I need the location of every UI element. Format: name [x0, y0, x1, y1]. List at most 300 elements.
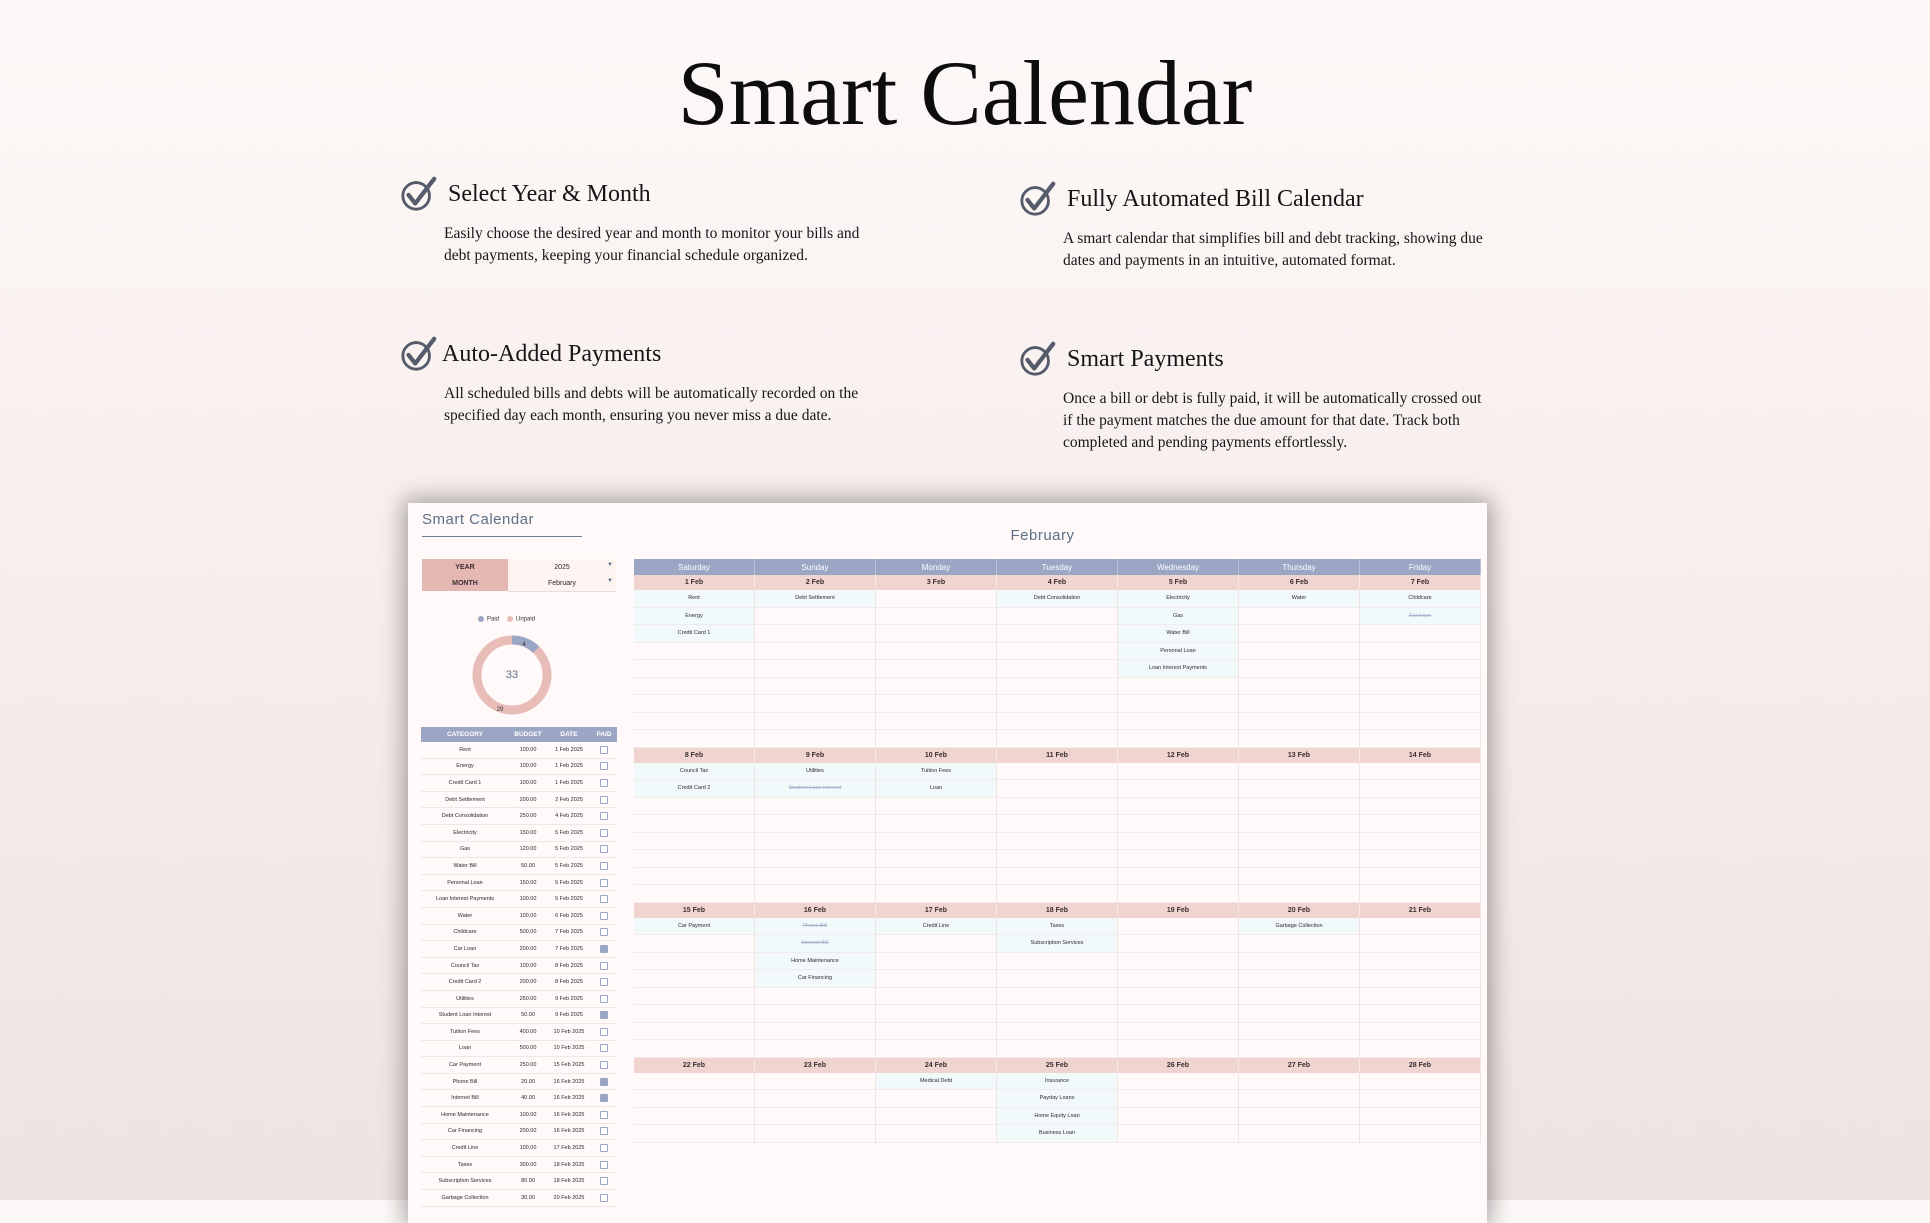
empty-slot: [755, 1073, 875, 1091]
cell-date: 6 Feb 2025: [547, 907, 591, 924]
empty-slot: [1118, 1005, 1238, 1023]
paid-checkbox[interactable]: [600, 1011, 608, 1019]
cell-category: Loan: [421, 1040, 509, 1057]
cell-date: 1 Feb 2025: [547, 775, 591, 792]
empty-slot: [1239, 815, 1359, 833]
table-header-cell: DATE: [547, 727, 591, 742]
empty-slot: [634, 970, 754, 988]
empty-slot: [1239, 988, 1359, 1006]
cell-budget: 100.00: [509, 758, 547, 775]
cell-budget: 200.00: [509, 974, 547, 991]
day-number: 20 Feb: [1239, 903, 1360, 918]
cell-paid: [591, 858, 617, 875]
empty-slot: [997, 608, 1117, 626]
empty-slot: [1239, 850, 1359, 868]
bill-entry: Business Loan: [997, 1125, 1117, 1143]
month-value-text: February: [547, 579, 576, 587]
empty-slot: [634, 1023, 754, 1041]
bill-entry: Car Financing: [755, 970, 875, 988]
day-cell: [755, 1073, 876, 1143]
empty-slot: [1360, 918, 1480, 936]
day-number: 11 Feb: [997, 748, 1118, 763]
empty-slot: [876, 678, 996, 696]
empty-slot: [1118, 1073, 1238, 1091]
empty-slot: [1360, 815, 1480, 833]
paid-checkbox[interactable]: [600, 1028, 608, 1036]
empty-slot: [634, 678, 754, 696]
cell-paid: [591, 808, 617, 825]
weekday-label: Monday: [876, 559, 997, 575]
feature-description: A smart calendar that simplifies bill and debt tracking, showing due dates and payments in an intuitive, automated format.: [1063, 230, 1483, 269]
cell-budget: 50.00: [509, 1007, 547, 1024]
cell-paid: [591, 1190, 617, 1207]
bill-category-table: [421, 727, 617, 1207]
empty-slot: [997, 798, 1117, 816]
table-row: [421, 1123, 617, 1140]
table-row: [421, 1073, 617, 1090]
bill-entry: Subscription Services: [997, 935, 1117, 953]
table-row: [421, 924, 617, 941]
bill-entry: Water Bill: [1118, 625, 1238, 643]
cell-budget: 400.00: [509, 1024, 547, 1041]
cell-category: Utilities: [421, 990, 509, 1007]
empty-slot: [876, 1040, 996, 1058]
cell-category: Council Tax: [421, 957, 509, 974]
empty-slot: [755, 1040, 875, 1058]
bill-entry: Payday Loans: [997, 1090, 1117, 1108]
empty-slot: [1118, 1108, 1238, 1126]
cell-paid: [591, 1173, 617, 1190]
table-header-cell: PAID: [591, 727, 617, 742]
empty-slot: [634, 730, 754, 748]
cell-budget: 200.00: [509, 941, 547, 958]
cell-category: Childcare: [421, 924, 509, 941]
empty-slot: [1118, 833, 1238, 851]
empty-slot: [634, 953, 754, 971]
empty-slot: [997, 730, 1117, 748]
empty-slot: [876, 643, 996, 661]
cell-budget: 120.00: [509, 841, 547, 858]
day-number: 7 Feb: [1360, 575, 1481, 590]
table-row: [421, 1057, 617, 1074]
cell-budget: 100.00: [509, 1107, 547, 1124]
donut-total: 33: [505, 669, 519, 681]
empty-slot: [876, 1108, 996, 1126]
day-cell: [755, 590, 876, 748]
table-row: [421, 1107, 617, 1124]
empty-slot: [755, 1125, 875, 1143]
table-row: [421, 957, 617, 974]
cell-date: 9 Feb 2025: [547, 990, 591, 1007]
empty-slot: [1239, 868, 1359, 886]
empty-slot: [997, 850, 1117, 868]
empty-slot: [1360, 643, 1480, 661]
cell-date: 9 Feb 2025: [547, 1007, 591, 1024]
cell-budget: 100.00: [509, 907, 547, 924]
cell-date: 7 Feb 2025: [547, 941, 591, 958]
empty-slot: [997, 643, 1117, 661]
empty-slot: [634, 713, 754, 731]
paid-checkbox[interactable]: [600, 1078, 608, 1086]
dropdown-arrow-icon[interactable]: ▼: [607, 562, 613, 568]
cell-budget: 100.00: [509, 742, 547, 758]
empty-slot: [1360, 625, 1480, 643]
bill-entry: Energy: [634, 608, 754, 626]
empty-slot: [1239, 1090, 1359, 1108]
day-cell: [1239, 763, 1360, 903]
empty-slot: [1360, 730, 1480, 748]
cell-date: 10 Feb 2025: [547, 1024, 591, 1041]
day-cell: [876, 918, 997, 1058]
table-row: [421, 758, 617, 775]
day-number: 1 Feb: [634, 575, 755, 590]
cell-budget: 250.00: [509, 990, 547, 1007]
paid-checkbox[interactable]: [600, 1161, 608, 1169]
empty-slot: [1118, 1090, 1238, 1108]
empty-slot: [634, 695, 754, 713]
empty-slot: [1360, 798, 1480, 816]
cell-date: 16 Feb 2025: [547, 1090, 591, 1107]
day-cell: [1360, 763, 1481, 903]
paid-checkbox[interactable]: [600, 978, 608, 986]
empty-slot: [755, 643, 875, 661]
donut-legend: [478, 616, 535, 623]
day-number: 10 Feb: [876, 748, 997, 763]
day-cell: [634, 918, 755, 1058]
empty-slot: [1360, 780, 1480, 798]
empty-slot: [634, 935, 754, 953]
paid-checkbox[interactable]: [600, 995, 608, 1003]
cell-date: 5 Feb 2025: [547, 841, 591, 858]
year-selector[interactable]: [422, 559, 616, 575]
empty-slot: [755, 868, 875, 886]
empty-slot: [1239, 1005, 1359, 1023]
cell-category: Tuition Fees: [421, 1024, 509, 1041]
weekday-label: Sunday: [755, 559, 876, 575]
week-row: [634, 763, 1481, 903]
table-row: [421, 824, 617, 841]
table-header-cell: BUDGET: [509, 727, 547, 742]
empty-slot: [997, 695, 1117, 713]
week-row: [634, 1073, 1481, 1143]
empty-slot: [1360, 660, 1480, 678]
bill-entry: Debt Settlement: [755, 590, 875, 608]
table-row: [421, 1156, 617, 1173]
year-value-text: 2025: [554, 563, 570, 571]
empty-slot: [1239, 1040, 1359, 1058]
empty-slot: [755, 885, 875, 903]
paid-checkbox[interactable]: [600, 1177, 608, 1185]
bill-entry: Garbage Collection: [1239, 918, 1359, 936]
paid-checkbox[interactable]: [600, 895, 608, 903]
empty-slot: [1360, 988, 1480, 1006]
day-cell: [1239, 590, 1360, 748]
empty-slot: [876, 713, 996, 731]
empty-slot: [1239, 935, 1359, 953]
cell-budget: 500.00: [509, 1040, 547, 1057]
weekday-label: Wednesday: [1118, 559, 1239, 575]
checkmark-icon: [400, 335, 438, 373]
empty-slot: [1360, 1073, 1480, 1091]
bill-entry: Internet Bill: [755, 935, 875, 953]
empty-slot: [997, 988, 1117, 1006]
cell-date: 2 Feb 2025: [547, 791, 591, 808]
cell-category: Credit Line: [421, 1140, 509, 1157]
day-number: 2 Feb: [755, 575, 876, 590]
paid-checkbox[interactable]: [600, 1044, 608, 1052]
empty-slot: [755, 833, 875, 851]
day-number: 6 Feb: [1239, 575, 1360, 590]
cell-date: 1 Feb 2025: [547, 742, 591, 758]
empty-slot: [1118, 678, 1238, 696]
cell-budget: 150.00: [509, 824, 547, 841]
cell-budget: 20.00: [509, 1073, 547, 1090]
table-row: [421, 858, 617, 875]
cell-category: Internet Bill: [421, 1090, 509, 1107]
empty-slot: [755, 1005, 875, 1023]
cell-paid: [591, 1040, 617, 1057]
table-row: [421, 874, 617, 891]
bill-entry: Utilities: [755, 763, 875, 781]
day-number: 19 Feb: [1118, 903, 1239, 918]
spreadsheet-preview: [408, 503, 1487, 1223]
empty-slot: [876, 625, 996, 643]
empty-slot: [1360, 1090, 1480, 1108]
empty-slot: [1239, 1108, 1359, 1126]
empty-slot: [1360, 713, 1480, 731]
empty-slot: [755, 678, 875, 696]
empty-slot: [634, 1005, 754, 1023]
cell-paid: [591, 941, 617, 958]
paid-checkbox[interactable]: [600, 1144, 608, 1152]
table-row: [421, 808, 617, 825]
cell-paid: [591, 1073, 617, 1090]
title-underline: [422, 536, 582, 537]
empty-slot: [1118, 1040, 1238, 1058]
feature-title: Auto-Added Payments: [442, 341, 662, 367]
cell-paid: [591, 1024, 617, 1041]
table-row: [421, 791, 617, 808]
empty-slot: [997, 1040, 1117, 1058]
empty-slot: [1360, 678, 1480, 696]
cell-budget: 200.00: [509, 791, 547, 808]
cell-category: Garbage Collection: [421, 1190, 509, 1207]
paid-checkbox[interactable]: [600, 962, 608, 970]
day-number: 23 Feb: [755, 1058, 876, 1073]
paid-checkbox[interactable]: [600, 1094, 608, 1102]
day-cell: [997, 918, 1118, 1058]
empty-slot: [1239, 1125, 1359, 1143]
empty-slot: [1360, 1040, 1480, 1058]
empty-slot: [997, 660, 1117, 678]
empty-slot: [1239, 953, 1359, 971]
paid-checkbox[interactable]: [600, 912, 608, 920]
cell-paid: [591, 758, 617, 775]
day-number: 8 Feb: [634, 748, 755, 763]
year-label: YEAR: [422, 559, 508, 575]
table-row: [421, 1040, 617, 1057]
bill-entry: Credit Card 2: [634, 780, 754, 798]
cell-date: 10 Feb 2025: [547, 1040, 591, 1057]
empty-slot: [634, 643, 754, 661]
empty-slot: [997, 1023, 1117, 1041]
cell-paid: [591, 990, 617, 1007]
donut-paid-label: 4: [522, 642, 526, 648]
empty-slot: [1239, 833, 1359, 851]
paid-checkbox[interactable]: [600, 762, 608, 770]
bill-entry: Debt Consolidation: [997, 590, 1117, 608]
empty-slot: [1360, 1023, 1480, 1041]
empty-slot: [997, 885, 1117, 903]
day-cell: [997, 763, 1118, 903]
empty-slot: [755, 1023, 875, 1041]
cell-paid: [591, 1107, 617, 1124]
empty-slot: [634, 1040, 754, 1058]
legend-paid: Paid: [478, 616, 499, 623]
paid-checkbox[interactable]: [600, 812, 608, 820]
paid-checkbox[interactable]: [600, 1194, 608, 1202]
bill-entry: Tuition Fees: [876, 763, 996, 781]
empty-slot: [1118, 918, 1238, 936]
paid-checkbox[interactable]: [600, 1111, 608, 1119]
empty-slot: [1360, 1125, 1480, 1143]
empty-slot: [1239, 713, 1359, 731]
empty-slot: [1118, 815, 1238, 833]
paid-checkbox[interactable]: [600, 1127, 608, 1135]
empty-slot: [997, 970, 1117, 988]
cell-category: Debt Consolidation: [421, 808, 509, 825]
donut-unpaid-label: 29: [496, 707, 504, 713]
paid-checkbox[interactable]: [600, 796, 608, 804]
empty-slot: [876, 868, 996, 886]
cell-paid: [591, 1090, 617, 1107]
month-value[interactable]: [508, 575, 616, 592]
page-title: Smart Calendar: [677, 42, 1253, 144]
empty-slot: [876, 970, 996, 988]
empty-slot: [1118, 1125, 1238, 1143]
empty-slot: [1360, 763, 1480, 781]
table-row: [421, 1024, 617, 1041]
day-cell: [755, 763, 876, 903]
paid-checkbox[interactable]: [600, 829, 608, 837]
empty-slot: [876, 953, 996, 971]
feature-select-year-month: [400, 175, 870, 267]
empty-slot: [997, 713, 1117, 731]
cell-budget: 30.00: [509, 1190, 547, 1207]
empty-slot: [876, 1023, 996, 1041]
empty-slot: [1118, 953, 1238, 971]
table-header-cell: CATEGORY: [421, 727, 509, 742]
empty-slot: [634, 815, 754, 833]
day-number: 14 Feb: [1360, 748, 1481, 763]
paid-checkbox[interactable]: [600, 862, 608, 870]
paid-checkbox[interactable]: [600, 928, 608, 936]
day-number: 15 Feb: [634, 903, 755, 918]
year-value[interactable]: [508, 559, 616, 576]
bill-entry: Water: [1239, 590, 1359, 608]
weekday-label: Friday: [1360, 559, 1481, 575]
cell-paid: [591, 1007, 617, 1024]
empty-slot: [1118, 713, 1238, 731]
empty-slot: [876, 988, 996, 1006]
empty-slot: [1360, 695, 1480, 713]
cell-date: 5 Feb 2025: [547, 824, 591, 841]
day-cell: [876, 590, 997, 748]
feature-automated-calendar: [1019, 180, 1489, 272]
empty-slot: [1360, 833, 1480, 851]
empty-slot: [634, 868, 754, 886]
empty-slot: [1118, 970, 1238, 988]
empty-slot: [634, 798, 754, 816]
cell-paid: [591, 775, 617, 792]
empty-slot: [1239, 730, 1359, 748]
table-row: [421, 941, 617, 958]
bill-entry: Student Loan Interest: [755, 780, 875, 798]
cell-paid: [591, 1057, 617, 1074]
feature-description: Easily choose the desired year and month to monitor your bills and debt payments, keeping your financial schedule organized.: [444, 225, 860, 264]
cell-category: Car Payment: [421, 1057, 509, 1074]
cell-budget: 100.00: [509, 891, 547, 908]
empty-slot: [755, 660, 875, 678]
cell-category: Water Bill: [421, 858, 509, 875]
weekday-header: [634, 559, 1481, 575]
cell-paid: [591, 907, 617, 924]
empty-slot: [1239, 660, 1359, 678]
calendar-month-title: February: [1010, 527, 1075, 544]
empty-slot: [876, 1005, 996, 1023]
dropdown-arrow-icon[interactable]: ▼: [607, 578, 613, 584]
paid-checkbox[interactable]: [600, 1061, 608, 1069]
empty-slot: [876, 590, 996, 608]
empty-slot: [1360, 885, 1480, 903]
table-row: [421, 891, 617, 908]
sheet-title: Smart Calendar: [422, 511, 535, 528]
weekday-label: Tuesday: [997, 559, 1118, 575]
empty-slot: [755, 1090, 875, 1108]
day-number: 9 Feb: [755, 748, 876, 763]
empty-slot: [997, 780, 1117, 798]
table-row: [421, 1173, 617, 1190]
day-number: 27 Feb: [1239, 1058, 1360, 1073]
day-number: 18 Feb: [997, 903, 1118, 918]
cell-date: 5 Feb 2025: [547, 874, 591, 891]
paid-checkbox[interactable]: [600, 779, 608, 787]
cell-budget: 300.00: [509, 1156, 547, 1173]
month-selector[interactable]: [422, 575, 616, 591]
empty-slot: [1239, 1023, 1359, 1041]
day-cell: [634, 590, 755, 748]
week-row: [634, 918, 1481, 1058]
empty-slot: [876, 608, 996, 626]
cell-category: Rent: [421, 742, 509, 758]
paid-checkbox[interactable]: [600, 746, 608, 754]
table-row: [421, 1190, 617, 1207]
day-cell: [997, 590, 1118, 748]
empty-slot: [1360, 935, 1480, 953]
paid-checkbox[interactable]: [600, 945, 608, 953]
paid-checkbox[interactable]: [600, 845, 608, 853]
paid-checkbox[interactable]: [600, 879, 608, 887]
cell-category: Phone Bill: [421, 1073, 509, 1090]
day-cell: [1360, 918, 1481, 1058]
bill-entry: Insurance: [997, 1073, 1117, 1091]
table-row: [421, 974, 617, 991]
week-day-header-row: [634, 748, 1481, 763]
cell-category: Personal Loan: [421, 874, 509, 891]
day-cell: [1118, 590, 1239, 748]
cell-budget: 250.00: [509, 808, 547, 825]
empty-slot: [876, 935, 996, 953]
